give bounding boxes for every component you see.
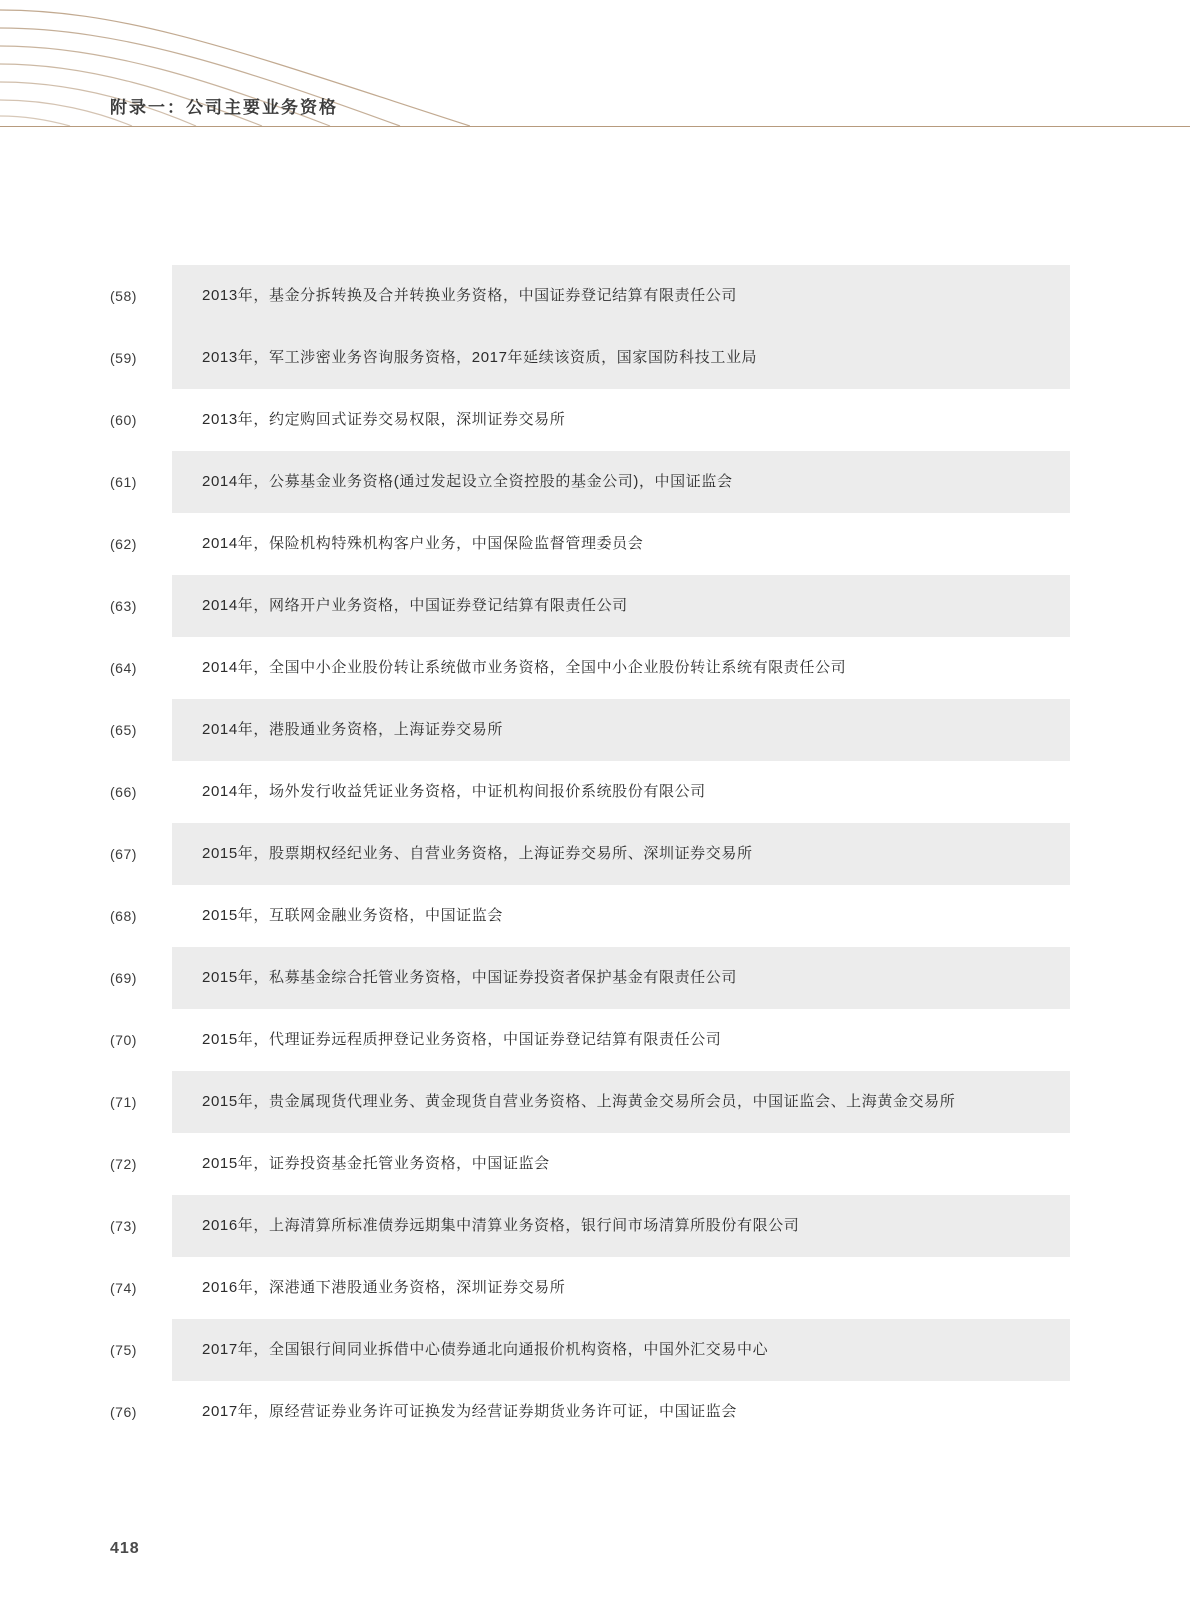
list-item-number: (63) xyxy=(110,598,137,614)
list-item-number: (72) xyxy=(110,1156,137,1172)
list-item xyxy=(110,947,1070,1009)
list-item-text: 2017年，原经营证券业务许可证换发为经营证券期货业务许可证，中国证监会 xyxy=(202,1402,737,1420)
list-item-number: (64) xyxy=(110,660,137,676)
list-item xyxy=(110,451,1070,513)
list-item-text: 2017年，全国银行间同业拆借中心债券通北向通报价机构资格，中国外汇交易中心 xyxy=(172,1319,1070,1381)
list-item-text: 2015年，互联网金融业务资格，中国证监会 xyxy=(202,906,503,924)
list-item-number: (59) xyxy=(110,350,137,366)
list-item-number: (62) xyxy=(110,536,137,552)
list-item-text: 2014年，场外发行收益凭证业务资格，中证机构间报价系统股份有限公司 xyxy=(202,782,706,800)
list-item-text: 2014年，全国中小企业股份转让系统做市业务资格，全国中小企业股份转让系统有限责任公司 xyxy=(202,658,847,676)
list-item xyxy=(110,389,1070,451)
list-item-text: 2013年，军工涉密业务咨询服务资格，2017年延续该资质，国家国防科技工业局 xyxy=(172,327,1070,389)
list-item-number: (69) xyxy=(110,970,137,986)
list-item-number: (58) xyxy=(110,288,137,304)
list-item-number: (67) xyxy=(110,846,137,862)
list-item-number: (66) xyxy=(110,784,137,800)
list-item-text: 2015年，股票期权经纪业务、自营业务资格，上海证券交易所、深圳证券交易所 xyxy=(172,823,1070,885)
page-number: 418 xyxy=(110,1540,140,1557)
list-item-text: 2015年，证券投资基金托管业务资格，中国证监会 xyxy=(202,1154,550,1172)
list-item xyxy=(110,885,1070,947)
list-item-number: (75) xyxy=(110,1342,137,1358)
list-item-number: (61) xyxy=(110,474,137,490)
list-item-text: 2014年，港股通业务资格，上海证券交易所 xyxy=(172,699,1070,761)
list-item xyxy=(110,327,1070,389)
list-item xyxy=(110,513,1070,575)
list-item-text: 2014年，公募基金业务资格(通过发起设立全资控股的基金公司)，中国证监会 xyxy=(172,451,1070,513)
list-item xyxy=(110,1195,1070,1257)
list-item xyxy=(110,637,1070,699)
list-item xyxy=(110,1009,1070,1071)
list-item-text: 2016年，上海清算所标准债券远期集中清算业务资格，银行间市场清算所股份有限公司 xyxy=(172,1195,1070,1257)
list-item xyxy=(110,699,1070,761)
list-item xyxy=(110,1133,1070,1195)
list-item-text: 2015年，私募基金综合托管业务资格，中国证券投资者保护基金有限责任公司 xyxy=(172,947,1070,1009)
list-item-text: 2014年，保险机构特殊机构客户业务，中国保险监督管理委员会 xyxy=(202,534,644,552)
list-item-number: (65) xyxy=(110,722,137,738)
list-item-number: (70) xyxy=(110,1032,137,1048)
header-divider xyxy=(0,126,1190,127)
list-item xyxy=(110,1319,1070,1381)
list-item xyxy=(110,823,1070,885)
list-item-number: (73) xyxy=(110,1218,137,1234)
list-item-number: (74) xyxy=(110,1280,137,1296)
page-title: 附录一：公司主要业务资格 xyxy=(110,98,338,117)
qualification-list xyxy=(110,265,1070,1443)
list-item-text: 2015年，代理证券远程质押登记业务资格，中国证券登记结算有限责任公司 xyxy=(202,1030,722,1048)
list-item xyxy=(110,1071,1070,1133)
list-item-number: (60) xyxy=(110,412,137,428)
header-decoration xyxy=(0,0,470,150)
list-item-text: 2013年，基金分拆转换及合并转换业务资格，中国证券登记结算有限责任公司 xyxy=(172,265,1070,327)
list-item-text: 2015年，贵金属现货代理业务、黄金现货自营业务资格、上海黄金交易所会员，中国证监会、上海黄金交易所 xyxy=(172,1071,1070,1133)
list-item xyxy=(110,575,1070,637)
list-item-text: 2014年，网络开户业务资格，中国证券登记结算有限责任公司 xyxy=(172,575,1070,637)
list-item-text: 2016年，深港通下港股通业务资格，深圳证券交易所 xyxy=(202,1278,566,1296)
list-item xyxy=(110,265,1070,327)
list-item-number: (68) xyxy=(110,908,137,924)
list-item xyxy=(110,761,1070,823)
list-item-number: (71) xyxy=(110,1094,137,1110)
list-item-text: 2013年，约定购回式证券交易权限，深圳证券交易所 xyxy=(202,410,566,428)
list-item xyxy=(110,1257,1070,1319)
list-item-number: (76) xyxy=(110,1404,137,1420)
list-item xyxy=(110,1381,1070,1443)
